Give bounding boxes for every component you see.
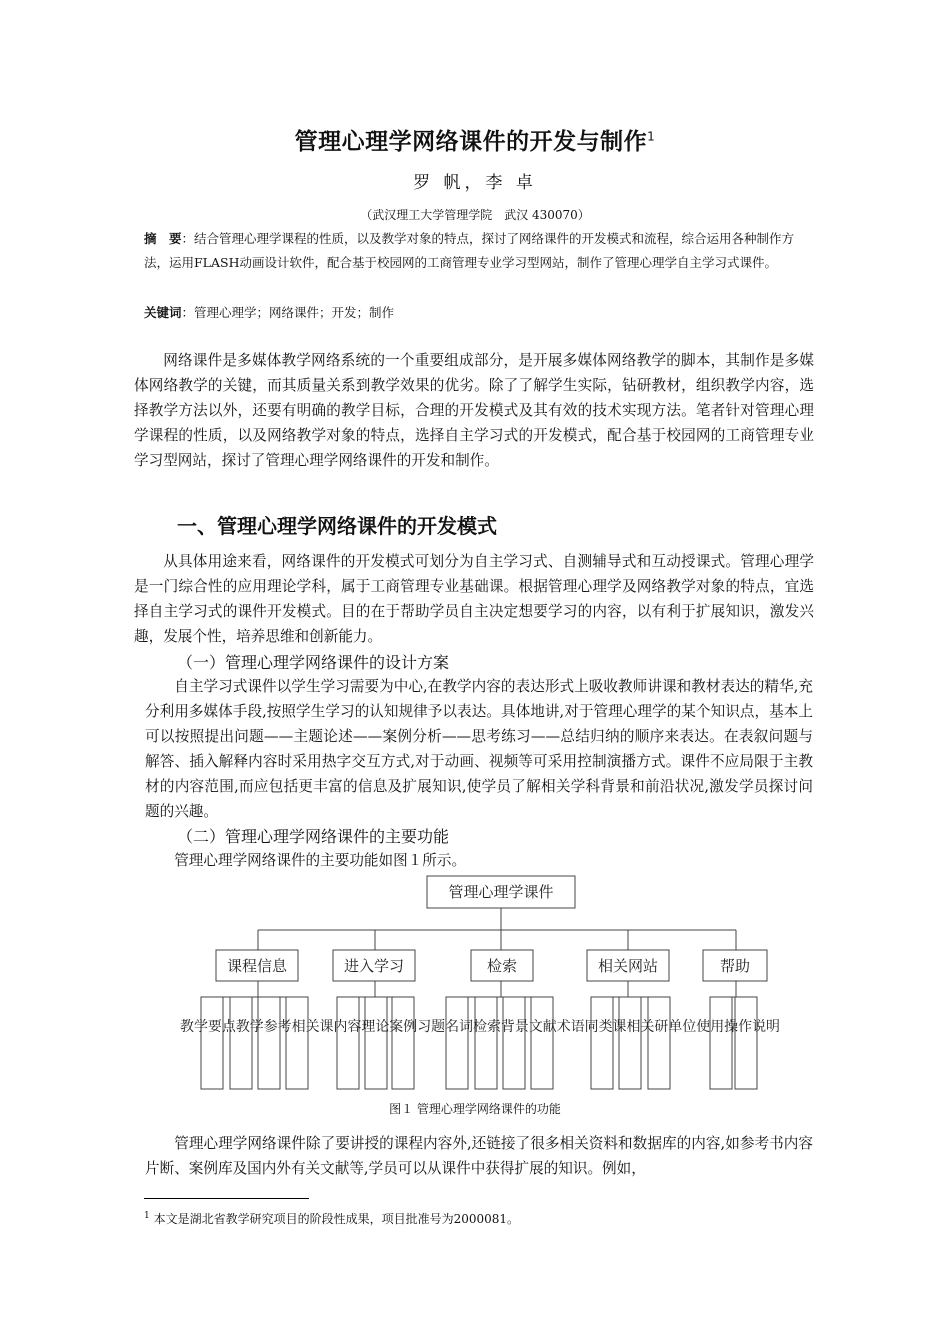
affiliation: （武汉理工大学管理学院 武汉 430070）: [360, 208, 590, 222]
subsection2-paragraph: 管理心理学网络课件的主要功能如图１所示。: [174, 852, 467, 869]
keywords-label: 关键词: [144, 305, 182, 320]
title-footnote-mark: 1: [647, 129, 656, 144]
root-label: 管理心理学课件: [448, 883, 554, 901]
intro-paragraph: 网络课件是多媒体教学网络系统的一个重要组成部分，是开展多媒体网络教学的脚本，其制作是多媒体网络教学的关键，而其质量关系到教学效果的优劣。除了了解学生实际，钻研教材，组织教学内容，选择教学方法以外，还要有明确的教学目标，合理的开发模式及其有效的技术实现方法。笔者针对管理心理学课程的性质，以及网络教学对象的特点，选择自主学习式的开发模式，配合基于校园网的工商管理专业学习型网站，探讨了管理心理学网络课件的开发和制作。: [134, 352, 814, 469]
branch-label-2: 进入学习: [343, 957, 405, 975]
subsection-heading-1: （一）管理心理学网络课件的设计方案: [177, 653, 450, 672]
section1-paragraph: 从具体用途来看，网络课件的开发模式可划分为自主学习式、自测辅导式和互动授课式。管理心理学是一门综合性的应用理论学科，属于工商管理专业基础课。根据管理心理学及网络教学对象的特点，宜选择自主学习式的课件开发模式。目的在于帮助学员自主决定想要学习的内容，以有利于扩展知识，激发兴趣，发展个性，培养思维和创新能力。: [134, 553, 814, 645]
branch-label-1: 课程信息: [226, 957, 288, 975]
leaf-boxes: [201, 997, 757, 1089]
footnote: [144, 1210, 519, 1227]
keywords-text: ：管理心理学；网络课件；开发；制作: [181, 305, 395, 320]
figure-caption: 图１ 管理心理学网络课件的功能: [389, 1102, 561, 1116]
footnote-text: 本文是湖北省教学研究项目的阶段性成果，项目批准号为2000081。: [153, 1212, 520, 1226]
branch-label-5: 帮助: [719, 957, 751, 975]
branch-label-3: 检索: [486, 957, 518, 975]
section-heading-1: 一、管理心理学网络课件的开发模式: [177, 514, 497, 538]
footnote-mark: 1: [144, 1211, 150, 1221]
leaf-labels-overlapping: 教学要点教学参考相关课内容理论案例习题名词检索背景文献术语同类课相关研单位使用操作说明: [180, 1019, 782, 1035]
paper-title: 管理心理学网络课件的开发与制作$^1$: [294, 129, 656, 155]
footnote-separator: [144, 1198, 309, 1199]
subsection-heading-2: （二）管理心理学网络课件的主要功能: [177, 827, 450, 846]
abstract-text: ：结合管理心理学课程的性质，以及教学对象的特点，探讨了网络课件的开发模式和流程，综合运用各种制作方法，运用FLASH动画设计软件，配合基于校园网的工商管理专业学习型网站，制作了管理心理学自主学习式课件。: [144, 231, 795, 270]
authors: 罗 帆，李 卓: [413, 173, 537, 193]
abstract-label: 摘 要: [144, 231, 182, 246]
subsection1-paragraph: 自主学习式课件以学生学习需要为中心,在教学内容的表达形式上吸收教师讲课和教材表达的精华,充分利用多媒体手段,按照学生学习的认知规律予以表达。具体地讲,对于管理心理学的某个知识点，基本上可以按照提出问题——主题论述——案例分析——思考练习——总结归纳的顺序来表达。在表叙问题与解答、插入解释内容时采用热字交互方式,对于动画、视频等可采用控制演播方式。课件不应局限于主教材的内容范围,而应包括更丰富的信息及扩展知识,使学员了解相关学科背景和前沿状况,激发学员探讨问题的兴趣。: [145, 678, 813, 820]
branch-label-4: 相关网站: [597, 957, 659, 975]
after-figure-paragraph: 管理心理学网络课件除了要讲授的课程内容外,还链接了很多相关资料和数据库的内容,如参考书内容片断、案例库及国内外有关文献等,学员可以从课件中获得扩展的知识。例如，: [145, 1135, 813, 1177]
